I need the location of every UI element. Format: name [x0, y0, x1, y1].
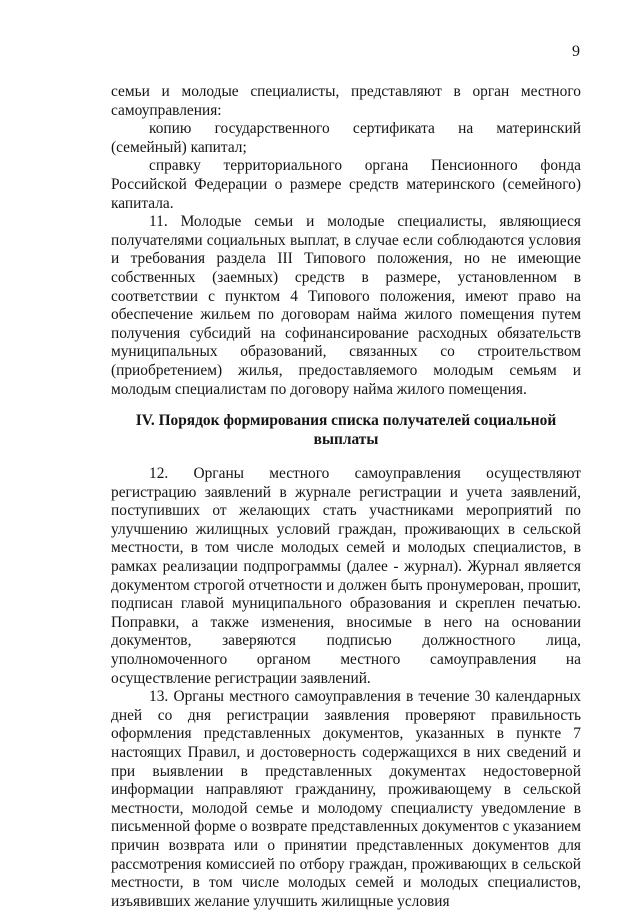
- paragraph-11: 11. Молодые семьи и молодые специалисты, являющиеся получателями социальных выплат, в случае если соблюдаются условия и требования раздела III Типового положения, но не имеющие собственных (заемных) средств в размере, установленном в соответствии с пунктом 4 Типового положения, имеют право на обеспечение жильем по договорам найма жилого помещения путем получения субсидий на софинансирование расходных обязательств муниципальных образований, связанных со строительством (приобретением) жилья, предоставляемого молодым семьям и молодым специалистам по договору найма жилого помещения.: [111, 213, 581, 398]
- paragraph-certificate-copy: копию государственного сертификата на материнский (семейный) капитал;: [111, 120, 581, 156]
- document-body: [111, 83, 581, 911]
- page-number: 9: [572, 43, 580, 60]
- paragraph-continuation: семьи и молодые специалисты, представляют в орган местного самоуправления:: [111, 83, 581, 119]
- paragraph-12: 12. Органы местного самоуправления осуществляют регистрацию заявлений в журнале регистрации и учета заявлений, поступивших от желающих стать участниками мероприятий по улучшению жилищных условий граждан, проживающих в сельской местности, в том числе молодых семей и молодых специалистов, в рамках реализации подпрограммы (далее - журнал). Журнал является документом строгой отчетности и должен быть пронумерован, прошит, подписан главой муниципального образования и скреплен печатью. Поправки, а также изменения, вносимые в него на основании документов, заверяются подписью должностного лица, уполномоченного органом местного самоуправления на осуществление регистрации заявлений.: [111, 465, 581, 687]
- paragraph-pension-fund-certificate: справку территориального органа Пенсионного фонда Российской Федерации о размере средств материнского (семейного) капитала.: [111, 157, 581, 212]
- paragraph-13: 13. Органы местного самоуправления в течение 30 календарных дней со дня регистрации заявления проверяют правильность оформления представленных документов, указанных в пункте 7 настоящих Правил, и достоверность содержащихся в них сведений и при выявлении в представленных документах недостоверной информации направляют гражданину, проживающему в сельской местности, молодой семье и молодому специалисту уведомление в письменной форме о возврате представленных документов с указанием причин возврата или о принятии представленных документов для рассмотрения комиссией по отбору граждан, проживающих в сельской местности, в том числе молодых семей и молодых специалистов, изъявивших желание улучшить жилищные условия: [111, 688, 581, 910]
- section-heading: IV. Порядок формирования списка получателей социальной выплаты: [135, 412, 557, 449]
